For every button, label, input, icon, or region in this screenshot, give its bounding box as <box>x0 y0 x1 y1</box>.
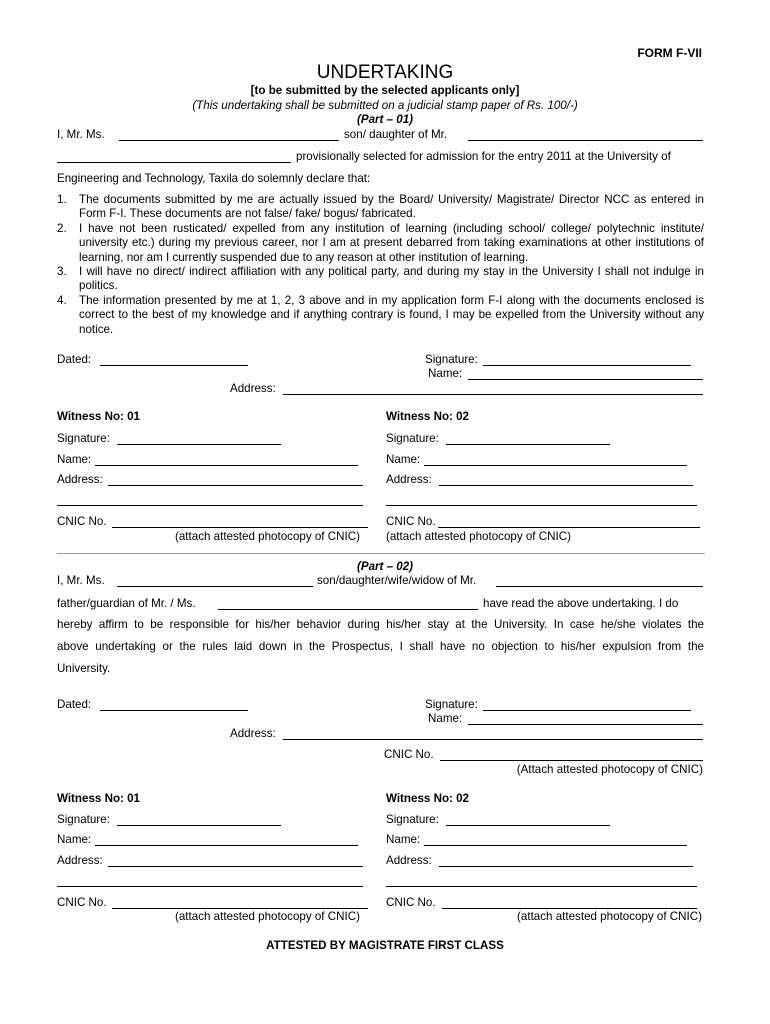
part1-witness1-heading: Witness No: 01 <box>57 410 141 423</box>
part1-name-continuation-field[interactable] <box>57 162 291 163</box>
part1-dated-field[interactable] <box>100 365 248 366</box>
part2-cnic-label: CNIC No. <box>384 748 434 761</box>
part1-name-label: Name: <box>428 367 463 380</box>
part1-witness1-cnic-field[interactable] <box>112 527 368 528</box>
part1-witness2-cnic-field[interactable] <box>438 527 700 528</box>
declaration-text: I will have no direct/ indirect affiliation with any political party, and during my stay in the University I shall not indulge in politics. <box>79 265 704 293</box>
part2-witness2-signature-label: Signature: <box>386 813 439 826</box>
part2-witness1-cnic-field[interactable] <box>112 908 368 909</box>
declaration-item-3 <box>57 265 704 294</box>
part1-witness2-address-label: Address: <box>386 473 432 486</box>
part1-witness1-cnic-label: CNIC No. <box>57 515 107 528</box>
part2-witness1-signature-field[interactable] <box>117 825 281 826</box>
part2-witness2-cnic-note: (attach attested photocopy of CNIC) <box>517 910 702 923</box>
part2-witness1-address-line2[interactable] <box>57 886 363 887</box>
part2-witness1-address-field[interactable] <box>108 866 363 867</box>
part1-witness1-address-label: Address: <box>57 473 103 486</box>
part2-address-field[interactable] <box>283 739 703 740</box>
declaration-number: 4. <box>57 294 67 307</box>
part2-affirm-line3: University. <box>57 662 111 675</box>
part2-witness2-name-label: Name: <box>386 833 421 846</box>
part2-witness1-cnic-label: CNIC No. <box>57 896 107 909</box>
part2-address-label: Address: <box>230 727 276 740</box>
part1-name-field[interactable] <box>468 379 703 380</box>
part1-witness2-name-field[interactable] <box>424 465 687 466</box>
part2-heading: (Part – 02) <box>356 560 414 573</box>
part1-provisional-text: provisionally selected for admission for the entry 2011 at the University of <box>296 150 671 163</box>
part2-witness2-address-label: Address: <box>386 854 432 867</box>
part1-address-field[interactable] <box>283 394 703 395</box>
part2-relation-name-field[interactable] <box>496 586 703 587</box>
part2-cnic-field[interactable] <box>440 760 703 761</box>
form-subtitle: [to be submitted by the selected applicants only] <box>250 84 520 97</box>
part1-witness2-signature-label: Signature: <box>386 432 439 445</box>
part1-witness1-name-label: Name: <box>57 453 92 466</box>
part1-witness1-cnic-note: (attach attested photocopy of CNIC) <box>175 530 360 543</box>
part2-witness1-name-field[interactable] <box>95 845 358 846</box>
part2-signature-field[interactable] <box>483 710 691 711</box>
part2-signature-label: Signature: <box>425 698 478 711</box>
part2-witness1-address-label: Address: <box>57 854 103 867</box>
part2-guardian-name-field[interactable] <box>218 609 478 610</box>
declaration-number: 2. <box>57 222 67 235</box>
part1-signature-field[interactable] <box>483 365 691 366</box>
footer-attestation: ATTESTED BY MAGISTRATE FIRST CLASS <box>266 939 504 952</box>
part2-name-field[interactable] <box>468 724 703 725</box>
part1-witness1-signature-label: Signature: <box>57 432 110 445</box>
part1-witness2-address-field[interactable] <box>439 485 693 486</box>
part2-guardian-label: father/guardian of Mr. / Ms. <box>57 597 196 610</box>
part1-son-daughter-label: son/ daughter of Mr. <box>344 128 448 141</box>
part2-relation-label: son/daughter/wife/widow of Mr. <box>317 574 477 587</box>
declaration-number: 1. <box>57 193 67 206</box>
part1-witness1-name-field[interactable] <box>95 465 358 466</box>
part2-witness1-cnic-note: (attach attested photocopy of CNIC) <box>175 910 360 923</box>
part2-name-label: Name: <box>428 712 463 725</box>
part2-affirm-line2: above undertaking or the rules laid down in the Prospectus, I shall have no objection to his/her expulsion from the <box>57 640 704 653</box>
part2-witness2-address-field[interactable] <box>439 866 693 867</box>
part1-signature-label: Signature: <box>425 353 478 366</box>
part1-witness2-heading: Witness No: 02 <box>386 410 470 423</box>
declaration-text: The information presented by me at 1, 2, 3 above and in my application form F-I along with the documents enclosed is correct to the best of my knowledge and if anything contrary is found, I may be expelled from the University without any notice. <box>79 294 704 336</box>
part2-dated-field[interactable] <box>100 710 248 711</box>
declaration-item-1 <box>57 193 704 222</box>
part1-witness2-cnic-label: CNIC No. <box>386 515 436 528</box>
part2-applicant-label: I, Mr. Ms. <box>57 574 105 587</box>
part1-applicant-label: I, Mr. Ms. <box>57 128 105 141</box>
part2-witness1-name-label: Name: <box>57 833 92 846</box>
part1-witness2-name-label: Name: <box>386 453 421 466</box>
part2-witness2-cnic-label: CNIC No. <box>386 896 436 909</box>
part2-witness2-name-field[interactable] <box>424 845 687 846</box>
part1-applicant-name-field[interactable] <box>119 140 339 141</box>
part1-dated-label: Dated: <box>57 353 92 366</box>
part1-declare-text: Engineering and Technology, Taxila do solemnly declare that: <box>57 172 371 185</box>
part1-address-label: Address: <box>230 382 276 395</box>
part1-heading: (Part – 01) <box>356 113 414 126</box>
part2-applicant-name-field[interactable] <box>117 586 313 587</box>
part1-witness2-cnic-note: (attach attested photocopy of CNIC) <box>386 530 571 543</box>
declaration-item-2 <box>57 222 704 265</box>
declaration-number: 3. <box>57 265 67 278</box>
part1-father-name-field[interactable] <box>468 140 703 141</box>
part2-witness2-cnic-field[interactable] <box>442 908 697 909</box>
form-code: FORM F-VII <box>637 46 702 60</box>
part2-witness2-heading: Witness No: 02 <box>386 792 470 805</box>
part2-witness2-address-line2[interactable] <box>386 886 697 887</box>
part1-witness1-address-line2[interactable] <box>57 505 363 506</box>
section-divider <box>57 553 705 554</box>
part2-affirm-line1: hereby affirm to be responsible for his/her behavior during his/her stay at the University. In case he/she violates the <box>57 618 704 631</box>
part2-witness2-signature-field[interactable] <box>446 825 610 826</box>
part2-witness1-heading: Witness No: 01 <box>57 792 141 805</box>
part2-dated-label: Dated: <box>57 698 92 711</box>
stamp-note: (This undertaking shall be submitted on a judicial stamp paper of Rs. 100/-) <box>192 99 578 112</box>
part1-witness2-address-line2[interactable] <box>386 505 697 506</box>
part1-witness1-signature-field[interactable] <box>117 444 281 445</box>
declaration-text: I have not been rusticated/ expelled from any institution of learning (including school/ college/ polytechnic institute/ university etc.) during my previous career, nor I am at present debarred from taking examinations at other institutions of learning, nor am I currently suspended due to any reason at other institution of learning. <box>79 222 704 264</box>
part1-witness2-signature-field[interactable] <box>446 444 610 445</box>
page-title: UNDERTAKING <box>316 62 454 83</box>
part2-read-text: have read the above undertaking. I do <box>483 597 679 610</box>
part2-witness1-signature-label: Signature: <box>57 813 110 826</box>
declaration-item-4 <box>57 294 704 337</box>
part2-cnic-note: (Attach attested photocopy of CNIC) <box>516 763 703 776</box>
part1-witness1-address-field[interactable] <box>108 485 363 486</box>
declaration-text: The documents submitted by me are actually issued by the Board/ University/ Magistrate/ Director NCC as entered in Form F-I. These documents are not false/ fake/ bogus/ fabricated. <box>79 193 704 221</box>
